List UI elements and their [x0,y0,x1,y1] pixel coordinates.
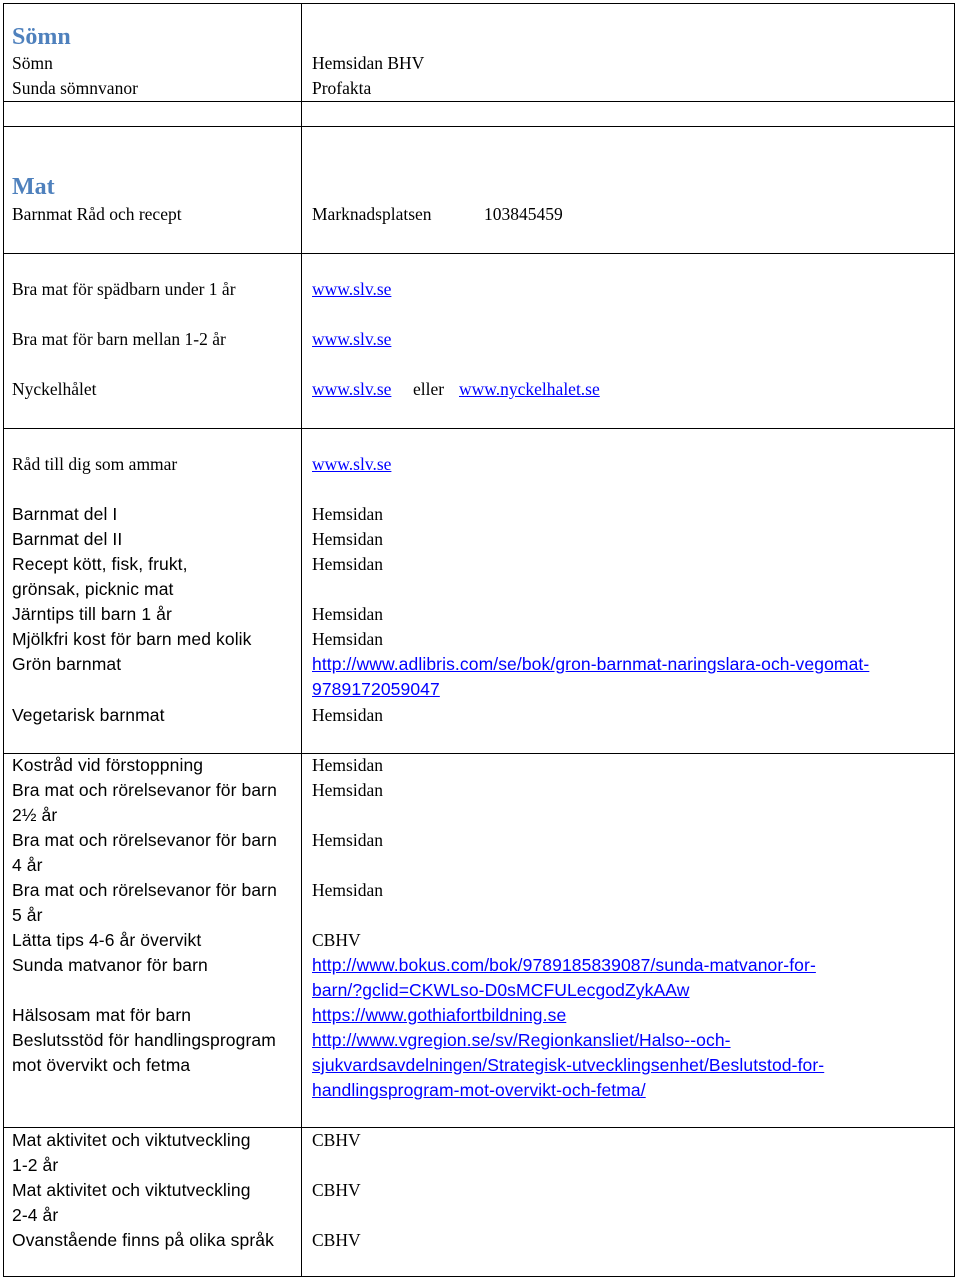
mat-aktivitet-1-2-label: Mat aktivitet och viktutveckling [12,1130,251,1150]
nyckelhalet-label: Nyckelhålet [12,379,97,399]
row-divider [3,126,955,127]
kostrad-label: Kostråd vid förstoppning [12,755,204,775]
ammar-label: Råd till dig som ammar [12,454,178,474]
gothia-link[interactable]: https://www.gothiafortbildning.se [312,1005,567,1025]
row-divider [3,428,955,429]
vgregion-link-cont[interactable]: handlingsprogram-mot-overvikt-och-fetma/ [312,1080,646,1100]
hemsidan-source: Hemsidan [312,705,383,725]
section-heading-somn: Sömn [12,24,71,50]
slv-link[interactable]: www.slv.se [312,329,392,349]
barnmat-rad-label: Barnmat Råd och recept [12,204,182,224]
somn-label: Sömn [12,53,53,73]
barnmat-del-2-label: Barnmat del II [12,529,123,549]
sunda-matvanor-label: Sunda matvanor för barn [12,955,208,975]
recept-label-cont: grönsak, picknic mat [12,579,174,599]
hemsidan-source: Hemsidan [312,880,383,900]
hemsidan-source: Hemsidan [312,830,383,850]
adlibris-link-cont[interactable]: 9789172059047 [312,679,440,699]
article-number: 103845459 [484,204,563,224]
recept-label: Recept kött, fisk, frukt, [12,554,188,574]
beslutsstod-label-cont: mot övervikt och fetma [12,1055,191,1075]
halsosam-mat-label: Hälsosam mat för barn [12,1005,192,1025]
somn-source: Hemsidan BHV [312,53,425,73]
hemsidan-source: Hemsidan [312,755,383,775]
row-divider [3,101,955,102]
bra-mat-4-age: 4 år [12,855,43,875]
mjolkfri-label: Mjölkfri kost för barn med kolik [12,629,252,649]
slv-link[interactable]: www.slv.se [312,379,392,399]
jarntips-label: Järntips till barn 1 år [12,604,172,624]
nyckelhalet-link[interactable]: www.nyckelhalet.se [459,379,600,399]
mat-aktivitet-1-2-age: 1-2 år [12,1155,59,1175]
spadbarn-label: Bra mat för spädbarn under 1 år [12,279,236,299]
gron-barnmat-label: Grön barnmat [12,654,122,674]
bokus-link-cont[interactable]: barn/?gclid=CKWLso-D0sMCFULecgodZykAAw [312,980,690,1000]
hemsidan-source: Hemsidan [312,504,383,524]
hemsidan-source: Hemsidan [312,554,383,574]
latta-tips-label: Lätta tips 4-6 år övervikt [12,930,202,950]
cbhv-source: CBHV [312,1230,361,1250]
bokus-link[interactable]: http://www.bokus.com/bok/9789185839087/sunda-matvanor-for- [312,955,816,975]
bra-mat-5-age: 5 år [12,905,43,925]
mat-aktivitet-2-4-age: 2-4 år [12,1205,59,1225]
slv-link[interactable]: www.slv.se [312,454,392,474]
vgregion-link-cont[interactable]: sjukvardsavdelningen/Strategisk-utvecklingsenhet/Beslutstod-for- [312,1055,825,1075]
vgregion-link[interactable]: http://www.vgregion.se/sv/Regionkansliet/Halso--och- [312,1030,731,1050]
hemsidan-source: Hemsidan [312,529,383,549]
eller-text: eller [413,379,445,399]
adlibris-link[interactable]: http://www.adlibris.com/se/bok/gron-barnmat-naringslara-och-vegomat- [312,654,870,674]
hemsidan-source: Hemsidan [312,780,383,800]
sunda-somnvanor-source: Profakta [312,78,372,98]
vegetarisk-label: Vegetarisk barnmat [12,705,165,725]
cbhv-source: CBHV [312,1180,361,1200]
beslutsstod-label: Beslutsstöd för handlingsprogram [12,1030,276,1050]
mat-aktivitet-2-4-label: Mat aktivitet och viktutveckling [12,1180,251,1200]
hemsidan-source: Hemsidan [312,604,383,624]
sunda-somnvanor-label: Sunda sömnvanor [12,78,138,98]
bra-mat-4-label: Bra mat och rörelsevanor för barn [12,830,277,850]
cbhv-source: CBHV [312,1130,361,1150]
olika-sprak-label: Ovanstående finns på olika språk [12,1230,274,1250]
hemsidan-source: Hemsidan [312,629,383,649]
slv-link[interactable]: www.slv.se [312,279,392,299]
barn-1-2-label: Bra mat för barn mellan 1-2 år [12,329,226,349]
bra-mat-2-5-age: 2½ år [12,805,58,825]
cbhv-source: CBHV [312,930,361,950]
row-divider [3,253,955,254]
bra-mat-5-label: Bra mat och rörelsevanor för barn [12,880,277,900]
marknadsplatsen-source: Marknadsplatsen [312,204,432,224]
section-heading-mat: Mat [12,174,55,200]
column-divider [301,3,302,1277]
bra-mat-2-5-label: Bra mat och rörelsevanor för barn [12,780,277,800]
barnmat-del-1-label: Barnmat del I [12,504,118,524]
